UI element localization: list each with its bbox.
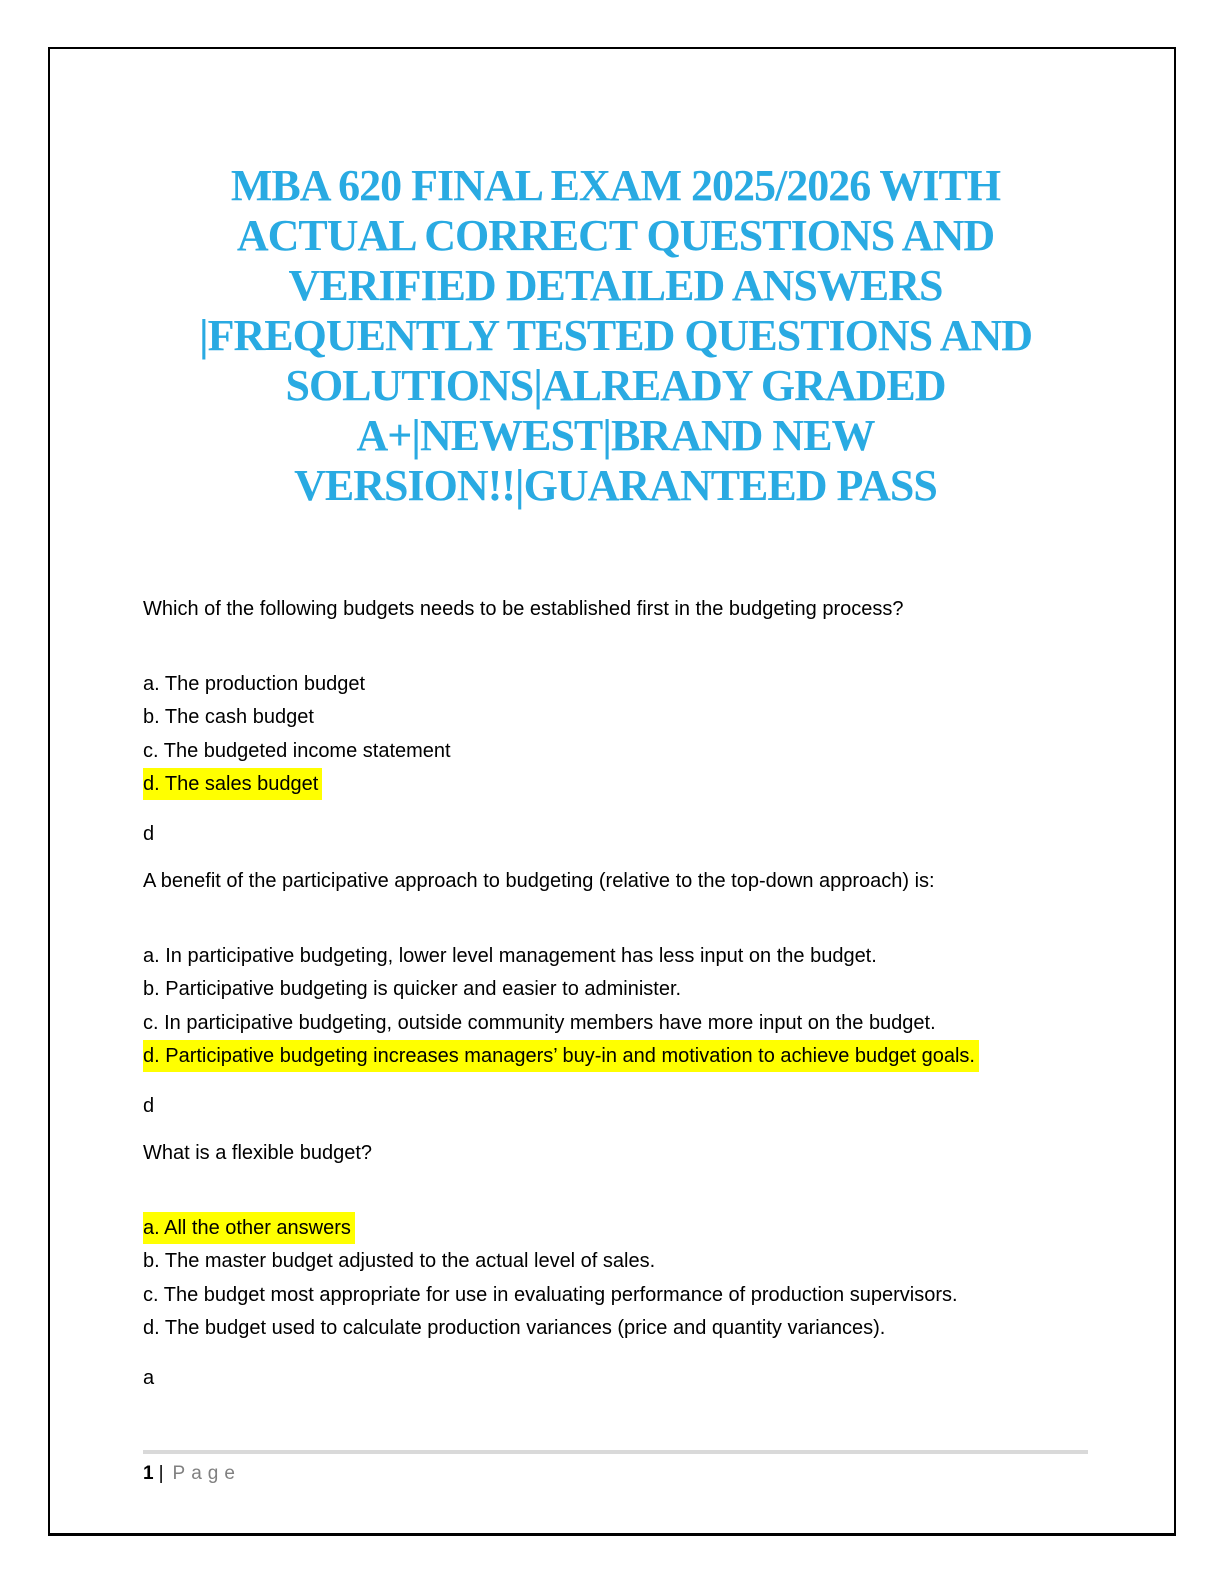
answer-option-text: c. In participative budgeting, outside community members have more input on the budget. <box>143 1011 936 1034</box>
answer-option <box>143 973 1088 1007</box>
question-text: Which of the following budgets needs to be established first in the budgeting process? <box>143 598 904 620</box>
answer-key: a <box>143 1366 155 1389</box>
question-block <box>143 1137 1088 1395</box>
answer-option <box>143 701 1088 735</box>
answer-option-text: d. The budget used to calculate production variances (price and quantity variances). <box>143 1317 886 1339</box>
page-label: Page <box>172 1463 241 1484</box>
answer-option <box>143 1040 1088 1074</box>
answer-option-text: a. In participative budgeting, lower level management has less input on the budget. <box>143 944 877 967</box>
title-line: A+|NEWEST|BRAND NEW <box>356 411 875 460</box>
answer-option-text: b. The master budget adjusted to the actual level of sales. <box>143 1250 656 1272</box>
answer-option-text: c. The budget most appropriate for use in evaluating performance of production supervisors. <box>143 1283 958 1306</box>
answer-option <box>143 768 1088 802</box>
answer-option-text: c. The budgeted income statement <box>143 739 451 762</box>
title-line: VERSION!!|GUARANTEED PASS <box>294 461 937 510</box>
question-block <box>143 865 1088 1123</box>
question-text: What is a flexible budget? <box>143 1142 373 1164</box>
answer-option <box>143 940 1088 974</box>
title-line: MBA 620 FINAL EXAM 2025/2026 WITH <box>230 161 1001 210</box>
title-line: |FREQUENTLY TESTED QUESTIONS AND <box>198 311 1033 360</box>
answer-option <box>143 1279 1088 1313</box>
answer-option <box>143 1312 1088 1346</box>
page-content <box>50 161 1174 1395</box>
answer-option-text: d. The sales budget <box>143 768 322 800</box>
answer-key: d <box>143 822 155 845</box>
answer-option-text: b. The cash budget <box>143 706 314 728</box>
footer-text <box>143 1463 1088 1485</box>
page-footer <box>143 1450 1088 1485</box>
questions-section <box>143 593 1088 1395</box>
question-text: A benefit of the participative approach to budgeting (relative to the top-down approach) is: <box>143 870 935 892</box>
answer-option-text: a. All the other answers <box>143 1212 355 1244</box>
answer-option-text: d. Participative budgeting increases managers’ buy-in and motivation to achieve budget goals. <box>143 1040 979 1072</box>
answer-option-text: b. Participative budgeting is quicker and easier to administer. <box>143 978 682 1000</box>
document-page <box>48 47 1176 1536</box>
title-line: ACTUAL CORRECT QUESTIONS AND <box>236 211 995 260</box>
document-title <box>143 161 1088 511</box>
page-number: 1 <box>143 1463 154 1484</box>
answer-option <box>143 735 1088 769</box>
answer-key: d <box>143 1094 155 1117</box>
answer-option <box>143 1212 1088 1246</box>
footer-divider <box>143 1450 1088 1454</box>
question-block <box>143 593 1088 851</box>
answer-option <box>143 668 1088 702</box>
answer-option-text: a. The production budget <box>143 672 366 695</box>
footer-separator: | <box>158 1463 164 1484</box>
title-line: SOLUTIONS|ALREADY GRADED <box>285 361 946 410</box>
title-line: VERIFIED DETAILED ANSWERS <box>288 261 943 310</box>
answer-option <box>143 1007 1088 1041</box>
answer-option <box>143 1245 1088 1279</box>
